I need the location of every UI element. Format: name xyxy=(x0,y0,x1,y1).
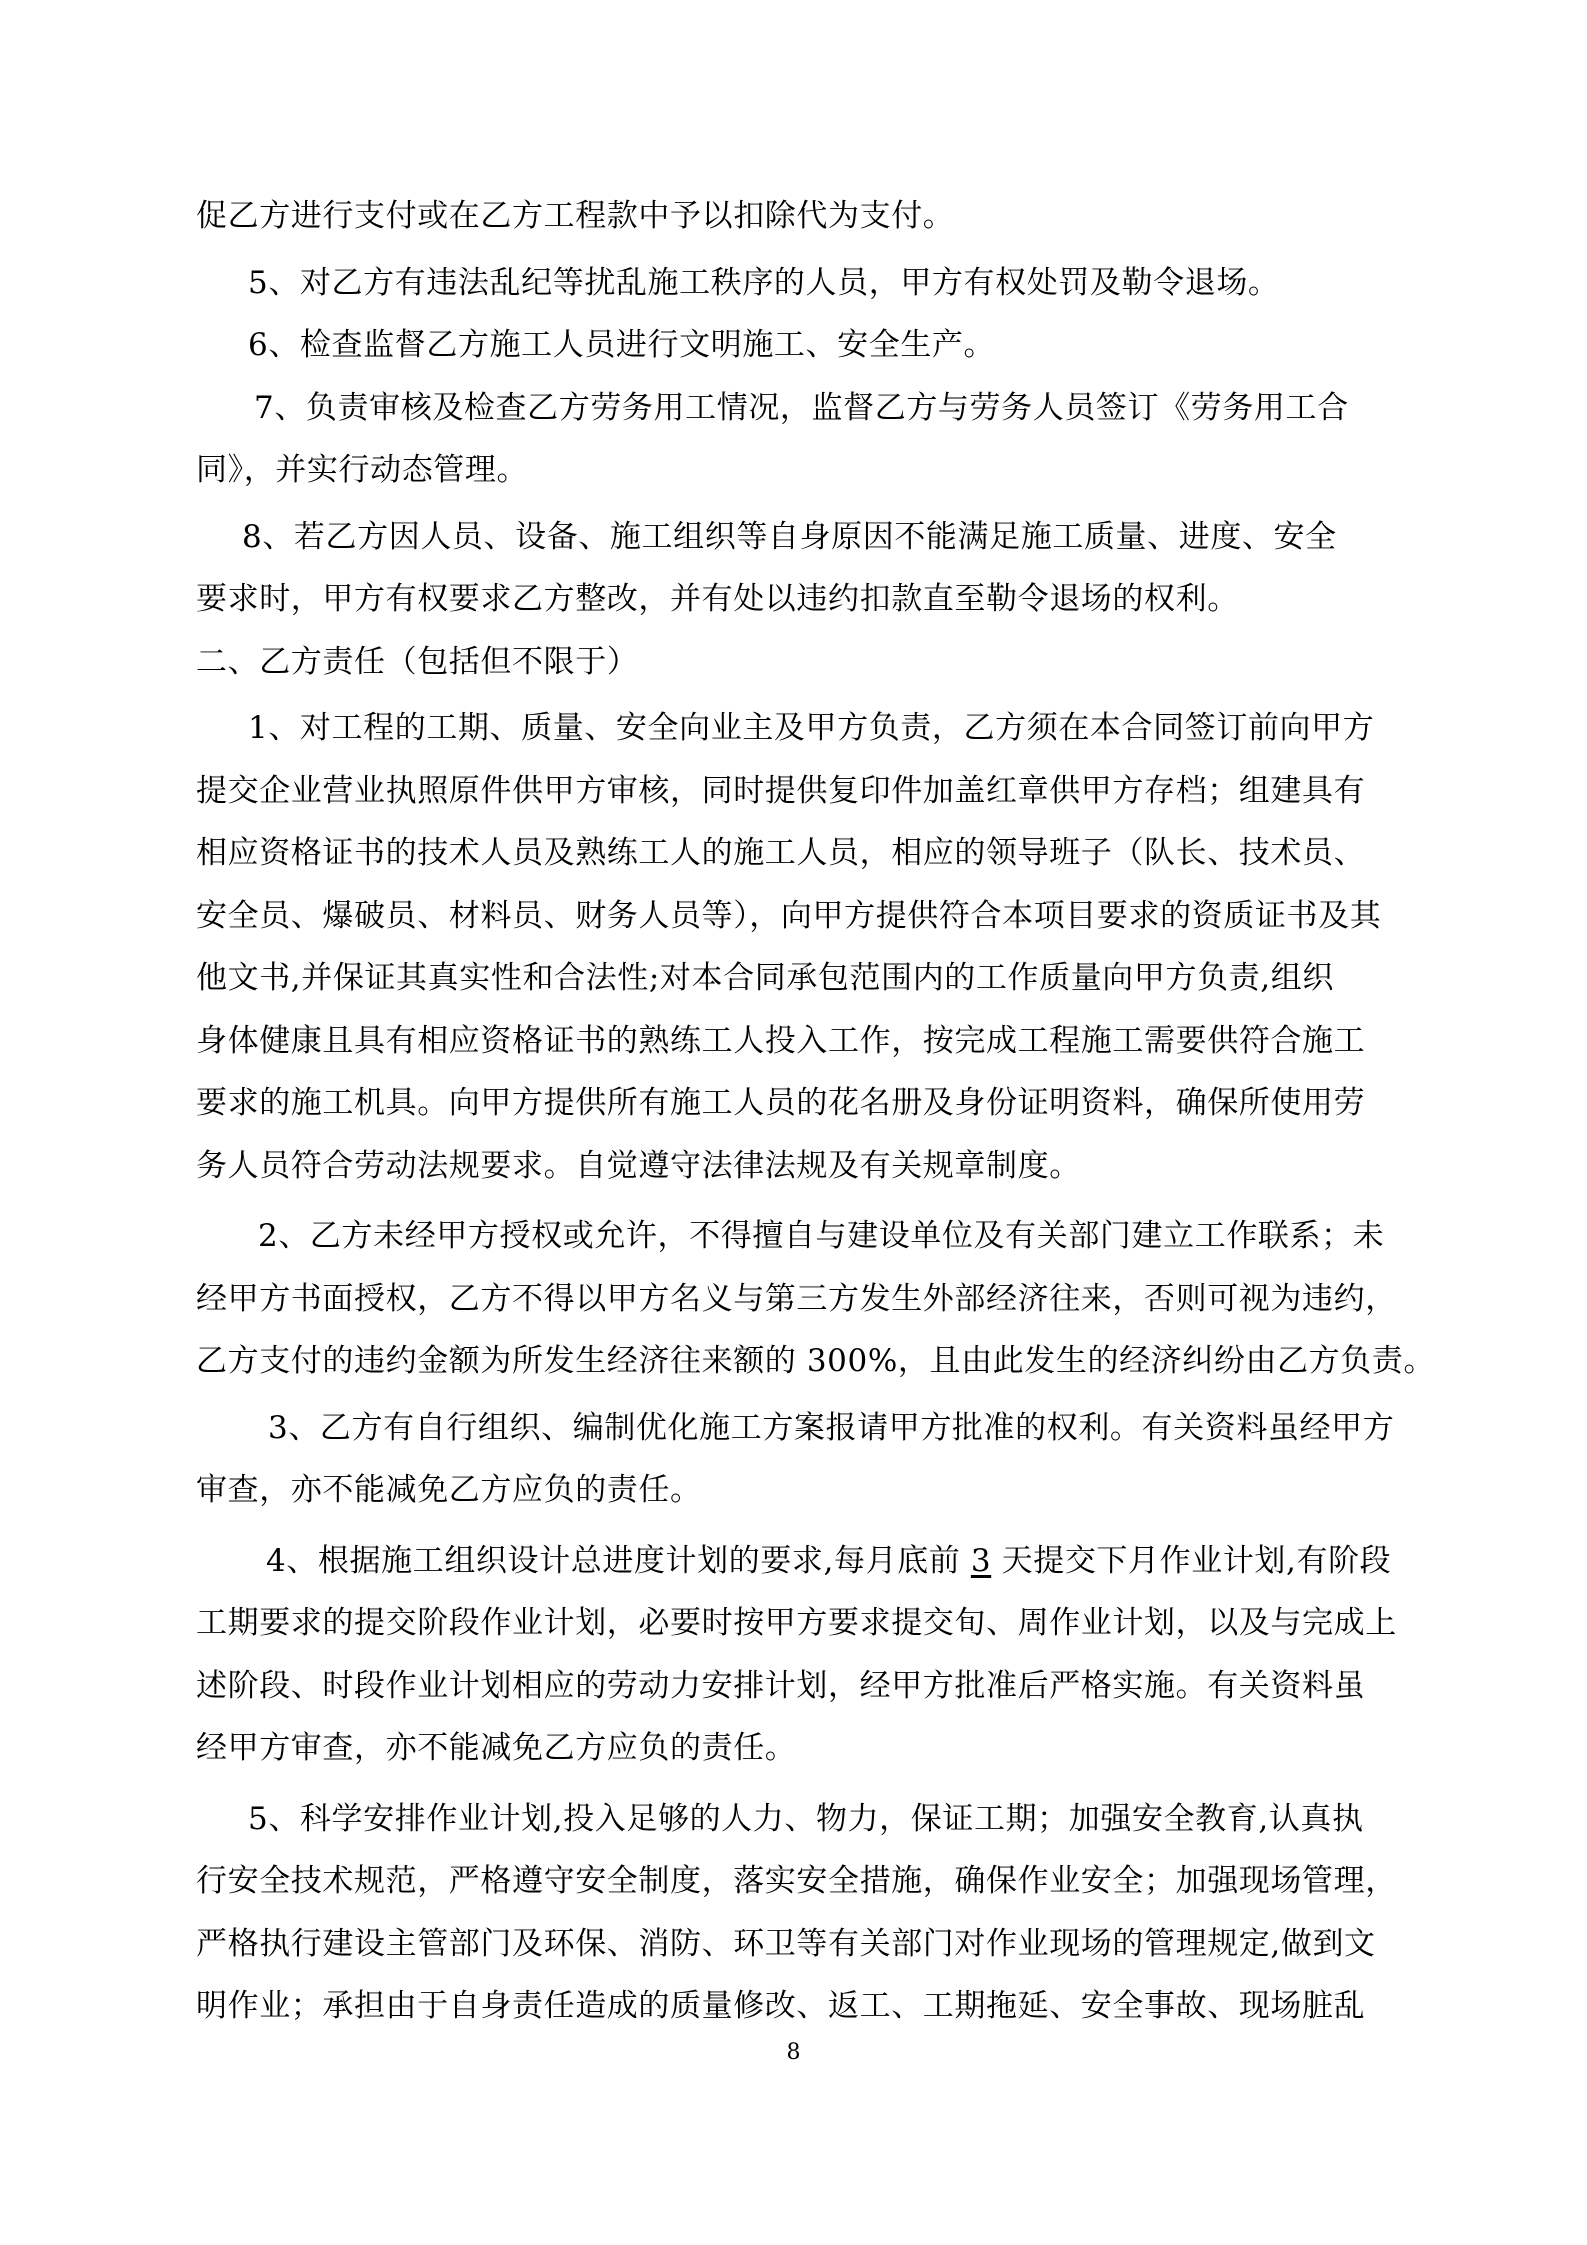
paragraph-continuation xyxy=(196,185,1406,248)
paragraph-item-6 xyxy=(196,314,1406,377)
text-line: 务人员符合劳动法规要求。自觉遵守法律法规及有关规章制度。 xyxy=(196,1147,1081,1184)
text-line: 他文书,并保证其真实性和合法性;对本合同承包范围内的工作质量向甲方负责,组织 xyxy=(196,960,1334,996)
text-segment: 4、根据施工组织设计总进度计划的要求,每月底前 xyxy=(266,1542,971,1579)
text-line: 6、检查监督乙方施工人员进行文明施工、安全生产。 xyxy=(248,327,996,363)
paragraph-item-8 xyxy=(196,506,1406,631)
paragraph-item-7 xyxy=(196,377,1406,502)
paragraph-item-5 xyxy=(196,252,1406,315)
text-line: 二、乙方责任（包括但不限于） xyxy=(196,643,639,680)
page-number: 8 xyxy=(786,2040,801,2065)
text-line: 2、乙方未经甲方授权或允许，不得擅自与建设单位及有关部门建立工作联系；未 xyxy=(258,1218,1385,1254)
text-line: 5、对乙方有违法乱纪等扰乱施工秩序的人员，甲方有权处罚及勒令退场。 xyxy=(248,264,1280,301)
text-line: 严格执行建设主管部门及环保、消防、环卫等有关部门对作业现场的管理规定,做到文 xyxy=(196,1925,1376,1962)
text-line: 经甲方书面授权，乙方不得以甲方名义与第三方发生外部经济往来，否则可视为违约， xyxy=(196,1280,1397,1317)
text-line: 经甲方审查，亦不能减免乙方应负的责任。 xyxy=(196,1730,797,1766)
text-line: 1、对工程的工期、质量、安全向业主及甲方负责，乙方须在本合同签订前向甲方 xyxy=(248,710,1375,746)
text-line: 述阶段、时段作业计划相应的劳动力安排计划，经甲方批准后严格实施。有关资料虽 xyxy=(196,1667,1366,1704)
text-line: 要求时，甲方有权要求乙方整改，并有处以违约扣款直至勒令退场的权利。 xyxy=(196,581,1239,617)
paragraph-b-item-5 xyxy=(196,1788,1406,2038)
text-line: 工期要求的提交阶段作业计划，必要时按甲方要求提交旬、周作业计划，以及与完成上 xyxy=(196,1605,1397,1641)
document-body xyxy=(196,185,1436,2038)
text-line: 5、科学安排作业计划,投入足够的人力、物力，保证工期；加强安全教育,认真执 xyxy=(248,1800,1364,1837)
text-line: 相应资格证书的技术人员及熟练工人的施工人员，相应的领导班子（队长、技术员、 xyxy=(196,835,1366,871)
section-heading xyxy=(196,631,1406,694)
text-line: 审查，亦不能减免乙方应负的责任。 xyxy=(196,1472,702,1508)
text-line: 身体健康且具有相应资格证书的熟练工人投入工作，按完成工程施工需要供符合施工 xyxy=(196,1022,1366,1059)
text-line: 促乙方进行支付或在乙方工程款中予以扣除代为支付。 xyxy=(196,198,955,234)
text-line: 同》，并实行动态管理。 xyxy=(196,452,529,488)
text-line: 明作业；承担由于自身责任造成的质量修改、返工、工期拖延、安全事故、现场脏乱 xyxy=(196,1988,1366,2024)
text-line: 7、负责审核及检查乙方劳务用工情况，监督乙方与劳务人员签订《劳务用工合 xyxy=(254,389,1349,426)
text-segment: 天提交下月作业计划,有阶段 xyxy=(991,1542,1392,1579)
text-line: 8、若乙方因人员、设备、施工组织等自身原因不能满足施工质量、进度、安全 xyxy=(242,518,1337,555)
text-line: 乙方支付的违约金额为所发生经济往来额的 300%，且由此发生的经济纠纷由乙方负责。 xyxy=(196,1343,1436,1379)
paragraph-b-item-2 xyxy=(196,1205,1436,1393)
paragraph-b-item-4 xyxy=(196,1530,1406,1780)
text-line: 提交企业营业执照原件供甲方审核，同时提供复印件加盖红章供甲方存档；组建具有 xyxy=(196,772,1366,809)
underlined-number: 3 xyxy=(970,1542,992,1579)
paragraph-b-item-3 xyxy=(196,1397,1406,1522)
text-line: 安全员、爆破员、材料员、财务人员等），向甲方提供符合本项目要求的资质证书及其 xyxy=(196,897,1382,934)
text-line xyxy=(196,1530,1406,1593)
paragraph-b-item-1 xyxy=(196,697,1406,1197)
text-line: 3、乙方有自行组织、编制优化施工方案报请甲方批准的权利。有关资料虽经甲方 xyxy=(268,1409,1395,1446)
text-line: 行安全技术规范，严格遵守安全制度，落实安全措施，确保作业安全；加强现场管理， xyxy=(196,1863,1397,1899)
text-line: 要求的施工机具。向甲方提供所有施工人员的花名册及身份证明资料，确保所使用劳 xyxy=(196,1085,1366,1121)
